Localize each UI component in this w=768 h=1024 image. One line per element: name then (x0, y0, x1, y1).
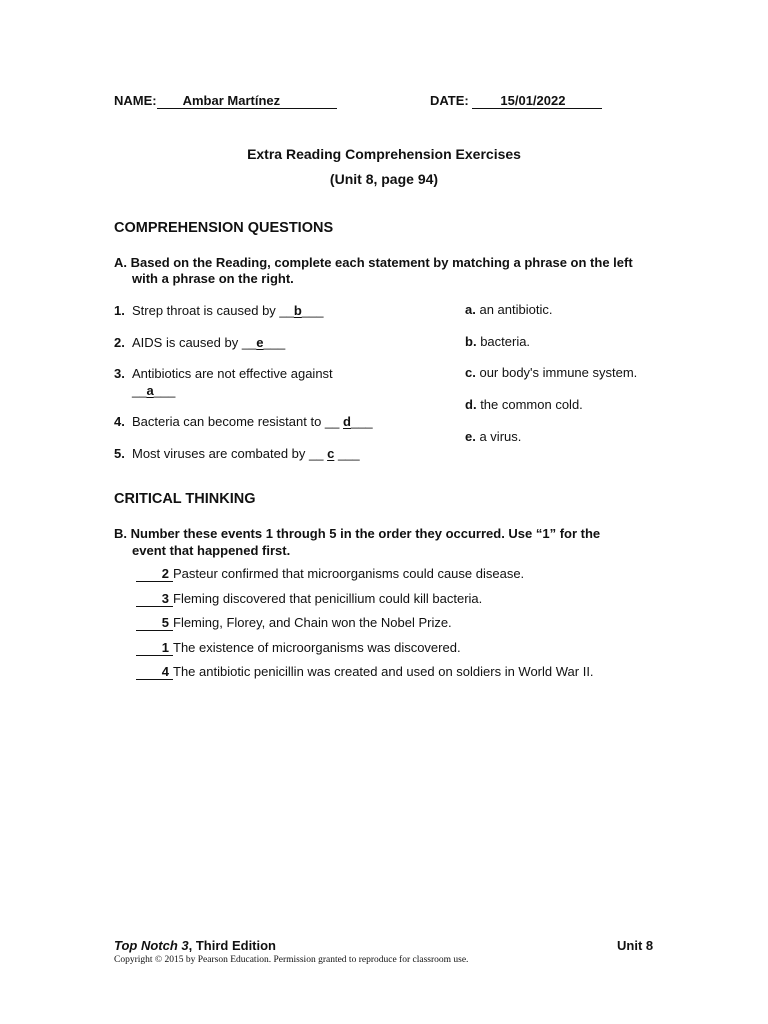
question-2 (114, 334, 285, 351)
option-a (465, 302, 552, 317)
footer-copyright: Copyright © 2015 by Pearson Education. Permission granted to reproduce for classroom use. (114, 955, 469, 965)
instruction-a-line1: A. Based on the Reading, complete each statement by matching a phrase on the left (114, 255, 633, 270)
event-text: The antibiotic penicillin was created and used on soldiers in World War II. (173, 664, 594, 679)
event-text: Fleming, Florey, and Chain won the Nobel Prize. (173, 615, 452, 630)
question-number: 2. (114, 335, 125, 350)
option-d (465, 397, 583, 412)
option-b (465, 334, 530, 349)
blank: ___ (334, 446, 360, 461)
event-item (136, 566, 524, 582)
name-field (114, 93, 337, 109)
option-letter: d. (465, 397, 477, 412)
question-number: 1. (114, 303, 125, 318)
footer-unit: Unit 8 (617, 938, 654, 953)
option-text: bacteria. (480, 334, 531, 349)
question-answer[interactable]: e (256, 335, 264, 350)
name-label: NAME: (114, 93, 157, 108)
option-text: our body's immune system. (479, 365, 638, 380)
blank: ___ (153, 383, 176, 398)
question-text: Strep throat is caused by __ (132, 303, 294, 318)
option-e (465, 429, 521, 444)
event-answer[interactable]: 4 (136, 664, 173, 680)
question-answer[interactable]: c (327, 446, 335, 461)
event-answer[interactable]: 2 (136, 566, 173, 582)
date-value[interactable]: 15/01/2022 (472, 93, 602, 109)
question-text: Bacteria can become resistant to __ (132, 414, 344, 429)
question-text: AIDS is caused by __ (132, 335, 257, 350)
option-text: the common cold. (480, 397, 583, 412)
comprehension-heading: COMPREHENSION QUESTIONS (114, 220, 334, 236)
blank: ___ (263, 335, 286, 350)
option-letter: a. (465, 302, 476, 317)
name-value[interactable]: Ambar Martínez (157, 93, 337, 109)
question-number: 3. (114, 366, 125, 381)
instruction-b-line2: event that happened first. (132, 543, 291, 558)
option-letter: c. (465, 365, 476, 380)
event-item (136, 664, 594, 680)
option-c (465, 365, 637, 380)
question-number: 5. (114, 446, 125, 461)
event-item (136, 615, 452, 631)
blank: __ (132, 383, 147, 398)
question-answer[interactable]: d (343, 414, 351, 429)
book-title: Top Notch 3 (114, 938, 189, 953)
question-3 (114, 365, 333, 399)
question-answer[interactable]: b (293, 303, 302, 318)
date-field (430, 93, 602, 109)
footer-book (114, 938, 276, 953)
blank: ___ (350, 414, 373, 429)
question-number: 4. (114, 414, 125, 429)
event-answer[interactable]: 1 (136, 640, 173, 656)
book-edition: , Third Edition (188, 938, 277, 953)
option-letter: e. (465, 429, 476, 444)
question-1 (114, 302, 324, 319)
critical-heading: CRITICAL THINKING (114, 491, 256, 507)
event-text: Pasteur confirmed that microorganisms could cause disease. (173, 566, 525, 581)
event-text: The existence of microorganisms was discovered. (173, 640, 461, 655)
date-label: DATE: (430, 93, 469, 108)
page-subtitle: (Unit 8, page 94) (329, 171, 439, 187)
instruction-a-line2: with a phrase on the right. (132, 271, 294, 286)
option-text: an antibiotic. (479, 302, 553, 317)
event-answer[interactable]: 3 (136, 591, 173, 607)
event-answer[interactable]: 5 (136, 615, 173, 631)
option-letter: b. (465, 334, 477, 349)
question-text: Most viruses are combated by __ (132, 446, 328, 461)
instruction-b-line1: B. Number these events 1 through 5 in the order they occurred. Use “1” for the (114, 526, 601, 541)
question-5 (114, 445, 360, 462)
option-text: a virus. (479, 429, 522, 444)
event-text: Fleming discovered that penicillium could kill bacteria. (173, 591, 483, 606)
question-answer[interactable]: a (146, 383, 154, 398)
event-item (136, 640, 461, 656)
blank: ___ (301, 303, 324, 318)
question-4 (114, 413, 373, 430)
page-title: Extra Reading Comprehension Exercises (247, 146, 521, 162)
event-item (136, 591, 482, 607)
question-text: Antibiotics are not effective against (132, 366, 333, 381)
